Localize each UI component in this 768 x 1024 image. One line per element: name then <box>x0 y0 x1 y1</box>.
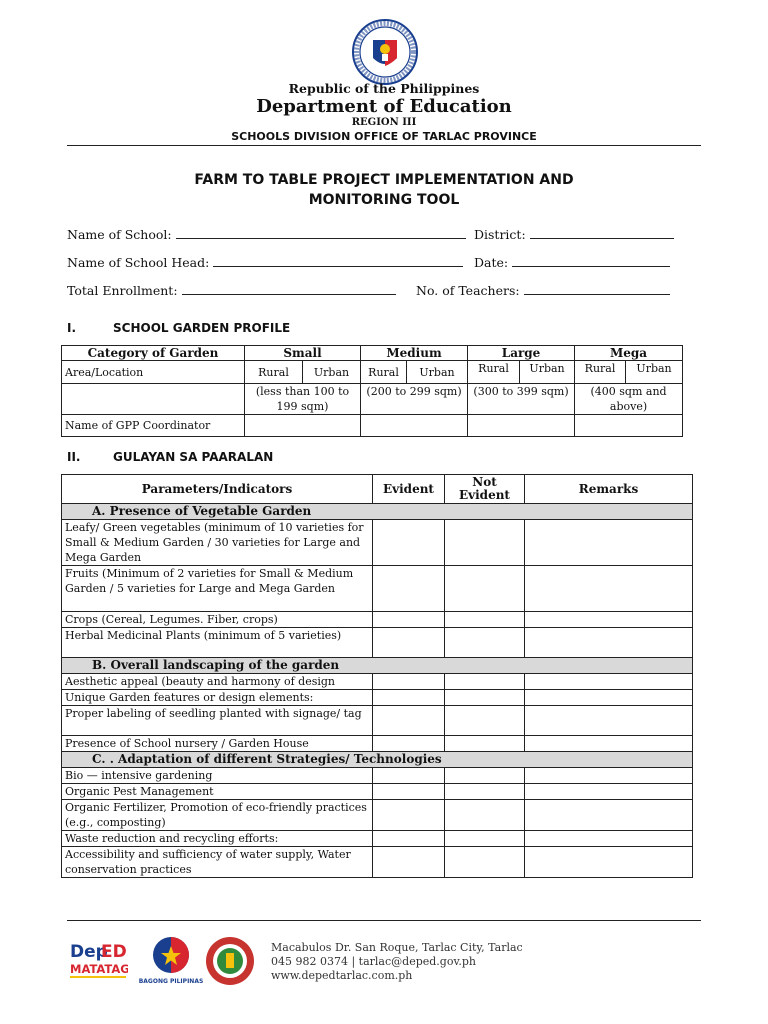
head-label: Name of School Head: <box>67 255 210 270</box>
svg-text:MATATAG: MATATAG <box>70 962 128 976</box>
evident-cell[interactable] <box>373 768 445 784</box>
col-parameters: Parameters/Indicators <box>62 475 373 504</box>
indicator-text: Bio — intensive gardening <box>62 768 373 784</box>
col-mega: Mega <box>575 346 683 361</box>
small-rural: Rural <box>245 361 303 384</box>
not-evident-cell[interactable] <box>445 690 525 706</box>
not-evident-cell[interactable] <box>445 674 525 690</box>
not-evident-cell[interactable] <box>445 706 525 736</box>
evident-cell[interactable] <box>373 736 445 752</box>
enrollment-blank[interactable] <box>182 283 396 295</box>
remarks-cell[interactable] <box>525 768 693 784</box>
indicator-row <box>62 800 693 831</box>
remarks-cell[interactable] <box>525 628 693 658</box>
indicator-row <box>62 706 693 736</box>
teachers-label: No. of Teachers: <box>416 283 520 298</box>
footer-divider <box>67 920 701 921</box>
remarks-cell[interactable] <box>525 800 693 831</box>
date-field[interactable] <box>474 255 670 270</box>
svg-text:ED: ED <box>101 942 127 962</box>
indicator-row <box>62 847 693 878</box>
region-text: REGION III <box>351 117 417 128</box>
department-title: Department of Education <box>256 96 512 117</box>
large-rural: Rural <box>468 361 520 384</box>
remarks-cell[interactable] <box>525 736 693 752</box>
col-small: Small <box>245 346 361 361</box>
mega-rural: Rural <box>575 361 626 384</box>
indicator-row <box>62 831 693 847</box>
size-desc-blank[interactable] <box>62 384 245 415</box>
medium-rural: Rural <box>361 361 407 384</box>
evident-cell[interactable] <box>373 800 445 831</box>
evident-cell[interactable] <box>373 831 445 847</box>
remarks-cell[interactable] <box>525 690 693 706</box>
col-category: Category of Garden <box>62 346 245 361</box>
mega-size-desc: (400 sqm and above) <box>575 384 683 415</box>
indicator-row <box>62 768 693 784</box>
remarks-cell[interactable] <box>525 847 693 878</box>
indicator-row <box>62 612 693 628</box>
footer-contact <box>271 941 523 983</box>
section1-number: I. <box>67 321 77 335</box>
form-title-line2: MONITORING TOOL <box>308 192 460 208</box>
indicator-row <box>62 628 693 658</box>
footer-phone-email[interactable]: 045 982 0374 | tarlac@deped.gov.ph <box>271 955 476 968</box>
evident-cell[interactable] <box>373 690 445 706</box>
remarks-cell[interactable] <box>525 831 693 847</box>
medium-size-desc: (200 to 299 sqm) <box>361 384 468 415</box>
indicator-text: Proper labeling of seedling planted with signage/ tag <box>62 706 373 736</box>
school-blank[interactable] <box>176 227 466 239</box>
indicator-row <box>62 690 693 706</box>
gulayan-table <box>61 474 693 878</box>
district-field[interactable] <box>474 227 674 242</box>
small-urban: Urban <box>303 361 361 384</box>
sdo-tarlac-seal <box>205 936 255 986</box>
not-evident-cell[interactable] <box>445 736 525 752</box>
date-label: Date: <box>474 255 509 270</box>
head-field[interactable] <box>67 255 463 270</box>
gpp-mega-cell[interactable] <box>575 415 683 437</box>
indicator-text: Organic Fertilizer, Promotion of eco-friendly practices (e.g., composting) <box>62 800 373 831</box>
district-label: District: <box>474 227 526 242</box>
deped-seal <box>351 18 419 86</box>
indicator-row <box>62 566 693 612</box>
remarks-cell[interactable] <box>525 520 693 566</box>
col-not-evident: Not Evident <box>445 475 525 504</box>
section2-number: II. <box>67 450 81 464</box>
small-size-desc: (less than 100 to 199 sqm) <box>245 384 361 415</box>
district-blank[interactable] <box>530 227 674 239</box>
indicator-text: Unique Garden features or design elements: <box>62 690 373 706</box>
not-evident-cell[interactable] <box>445 800 525 831</box>
svg-text:BAGONG PILIPINAS: BAGONG PILIPINAS <box>138 978 204 985</box>
enrollment-field[interactable] <box>67 283 396 298</box>
section1-title: SCHOOL GARDEN PROFILE <box>113 321 291 335</box>
indicator-text: Fruits (Minimum of 2 varieties for Small & Medium Garden / 5 varieties for Large and Mega Garden <box>62 566 373 612</box>
evident-cell[interactable] <box>373 784 445 800</box>
col-remarks: Remarks <box>525 475 693 504</box>
remarks-cell[interactable] <box>525 566 693 612</box>
teachers-field[interactable] <box>416 283 670 298</box>
group-header: C. . Adaptation of different Strategies/ Technologies <box>62 752 693 768</box>
indicator-row <box>62 674 693 690</box>
section2-title: GULAYAN SA PAARALAN <box>113 450 274 464</box>
remarks-cell[interactable] <box>525 706 693 736</box>
evident-cell[interactable] <box>373 674 445 690</box>
indicator-row <box>62 520 693 566</box>
not-evident-cell[interactable] <box>445 784 525 800</box>
indicator-text: Herbal Medicinal Plants (minimum of 5 varieties) <box>62 628 373 658</box>
indicator-row <box>62 736 693 752</box>
indicator-row <box>62 784 693 800</box>
evident-cell[interactable] <box>373 847 445 878</box>
not-evident-cell[interactable] <box>445 831 525 847</box>
not-evident-cell[interactable] <box>445 612 525 628</box>
header-divider <box>67 145 701 146</box>
gpp-large-cell[interactable] <box>468 415 575 437</box>
remarks-cell[interactable] <box>525 612 693 628</box>
garden-profile-table <box>61 345 683 437</box>
large-urban: Urban <box>520 361 575 384</box>
svg-text:Dep: Dep <box>70 942 108 962</box>
gpp-medium-cell[interactable] <box>361 415 468 437</box>
col-large: Large <box>468 346 575 361</box>
bagong-pilipinas-logo <box>137 934 205 986</box>
group-header: A. Presence of Vegetable Garden <box>62 504 693 520</box>
indicator-text: Leafy/ Green vegetables (minimum of 10 varieties for Small & Medium Garden / 30 varieties for Large and Mega Garden <box>62 520 373 566</box>
date-blank[interactable] <box>512 255 670 267</box>
indicator-text: Crops (Cereal, Legumes. Fiber, crops) <box>62 612 373 628</box>
indicator-text: Waste reduction and recycling efforts: <box>62 831 373 847</box>
school-label: Name of School: <box>67 227 172 242</box>
indicator-text: Accessibility and sufficiency of water supply, Water conservation practices <box>62 847 373 878</box>
gpp-coordinator-label: Name of GPP Coordinator <box>62 415 245 437</box>
head-blank[interactable] <box>213 255 463 267</box>
not-evident-cell[interactable] <box>445 768 525 784</box>
division-text: SCHOOLS DIVISION OFFICE OF TARLAC PROVINCE <box>231 130 537 143</box>
mega-urban: Urban <box>626 361 683 384</box>
evident-cell[interactable] <box>373 520 445 566</box>
teachers-blank[interactable] <box>524 283 670 295</box>
not-evident-cell[interactable] <box>445 847 525 878</box>
evident-cell[interactable] <box>373 706 445 736</box>
footer-address: Macabulos Dr. San Roque, Tarlac City, Tarlac <box>271 941 523 954</box>
indicator-text: Aesthetic appeal (beauty and harmony of design <box>62 674 373 690</box>
school-field[interactable] <box>67 227 466 242</box>
evident-cell[interactable] <box>373 612 445 628</box>
not-evident-cell[interactable] <box>445 520 525 566</box>
indicator-text: Organic Pest Management <box>62 784 373 800</box>
republic-text: Republic of the Philippines <box>288 81 480 96</box>
evident-cell[interactable] <box>373 628 445 658</box>
medium-urban: Urban <box>407 361 468 384</box>
form-title-line1: FARM TO TABLE PROJECT IMPLEMENTATION AND <box>194 172 574 188</box>
gpp-small-cell[interactable] <box>245 415 361 437</box>
form-title <box>0 170 768 210</box>
large-size-desc: (300 to 399 sqm) <box>468 384 575 415</box>
col-medium: Medium <box>361 346 468 361</box>
remarks-cell[interactable] <box>525 674 693 690</box>
indicator-text: Presence of School nursery / Garden House <box>62 736 373 752</box>
col-evident: Evident <box>373 475 445 504</box>
not-evident-cell[interactable] <box>445 566 525 612</box>
evident-cell[interactable] <box>373 566 445 612</box>
remarks-cell[interactable] <box>525 784 693 800</box>
enrollment-label: Total Enrollment: <box>67 283 178 298</box>
deped-matatag-logo <box>68 937 128 981</box>
group-header: B. Overall landscaping of the garden <box>62 658 693 674</box>
area-location-label: Area/Location <box>62 361 245 384</box>
not-evident-cell[interactable] <box>445 628 525 658</box>
footer-website[interactable]: www.depedtarlac.com.ph <box>271 969 413 982</box>
